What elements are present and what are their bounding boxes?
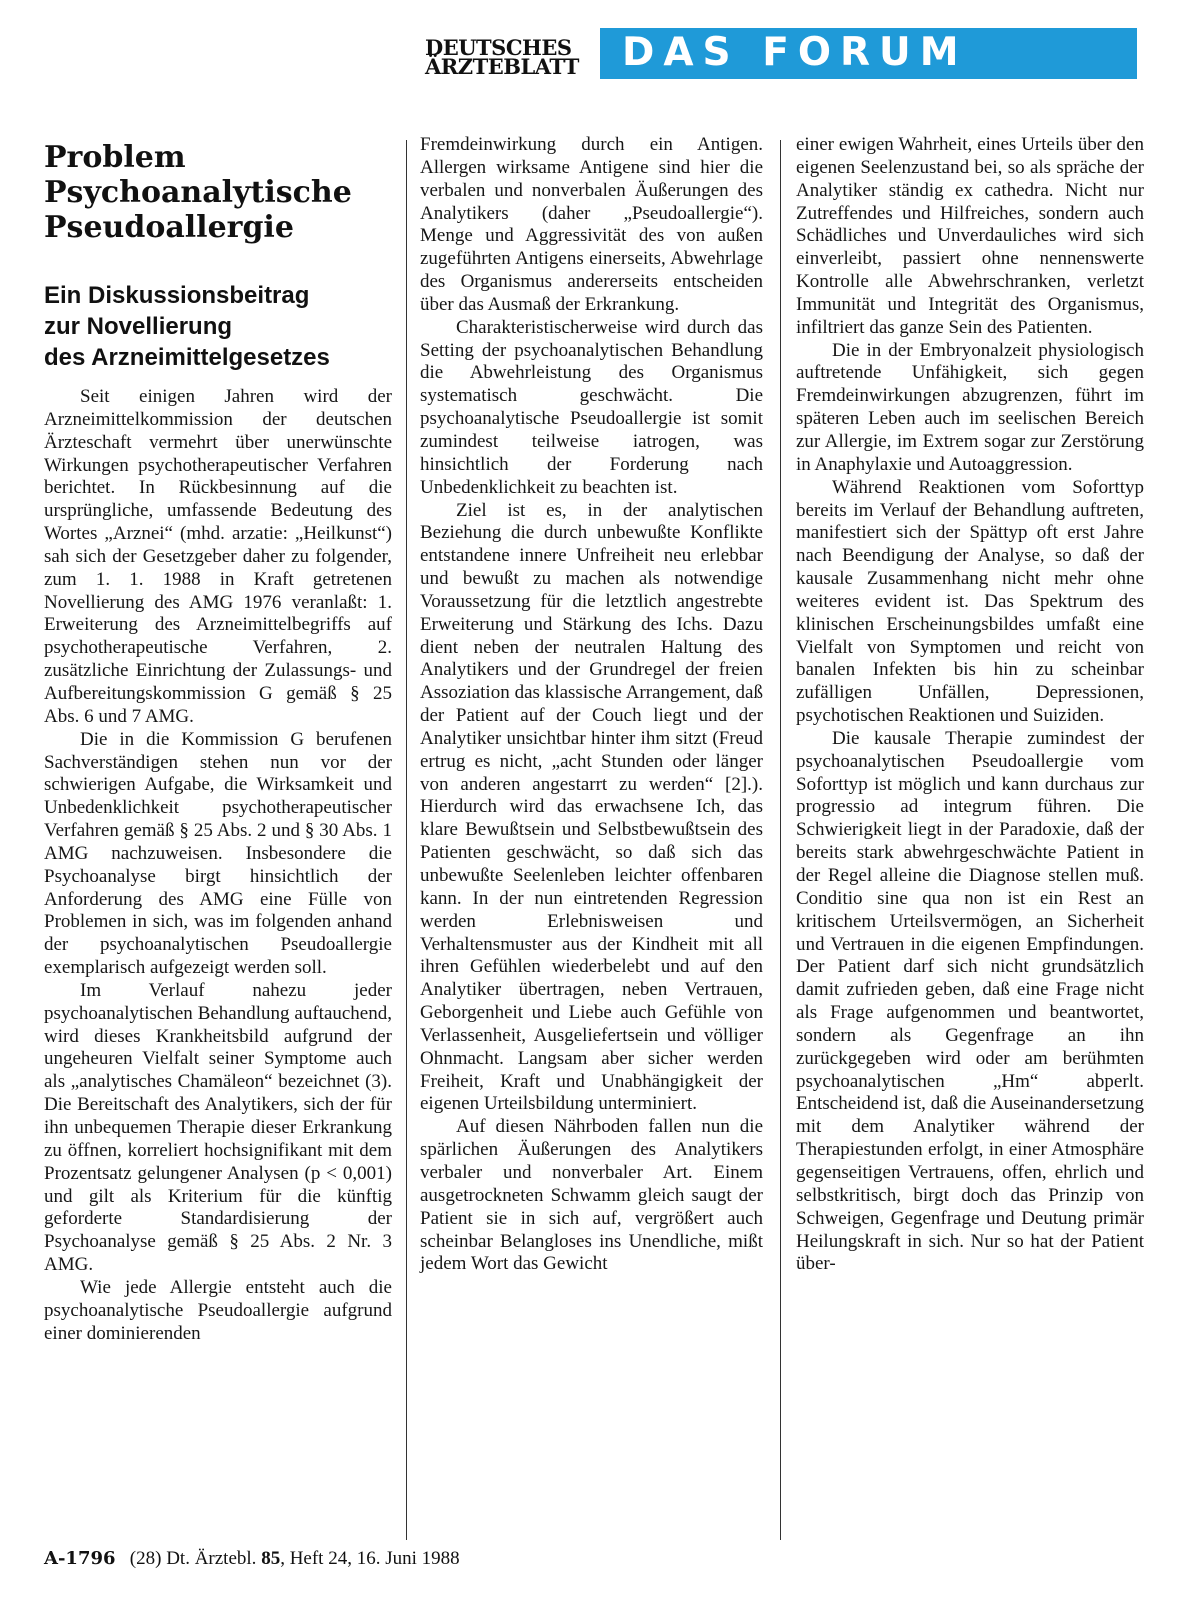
paragraph: Fremdeinwirkung durch ein Antigen. Allergen wirksame Antigene sind hier die verbalen und nonverbalen Äußerungen des Analytikers (daher „Pseudoallergie“). Menge und Aggressivität des von außen zugeführten Antigens einerseits, Abwehrlage des Organismus andererseits entscheiden über das Ausmaß der Erkrankung.: [420, 134, 763, 315]
column-divider: [780, 140, 781, 1540]
section-banner: [600, 28, 1137, 79]
paragraph: einer ewigen Wahrheit, eines Urteils über den eigenen Seelenzustand bei, so als spräche der Analytiker ständig ex cathedra. Nicht nur Zutreffendes und Hilfreiches, sondern auch Schädliches und Unverdauliches wird sich einverleibt, passiert ohne nennenswerte Kontrolle alle Abwehrschranken, verletzt Immunität und Integrität des Organismus, infiltriert das ganze Sein des Patienten.: [796, 134, 1144, 338]
logo-line-2: ÄRZTEBLATT: [425, 54, 579, 79]
paragraph: Die in die Kommission G berufenen Sachverständigen stehen nun vor der schwierigen Aufgabe, die Wirksamkeit und Unbedenklichkeit psychotherapeutischer Verfahren gemäß § 25 Abs. 2 und § 30 Abs. 1 AMG nachzuweisen. Insbesondere die Psychoanalyse birgt hinsichtlich der Anforderung des AMG eine Fülle von Problemen in sich, was im folgenden anhand der psychoanalytischen Pseudoallergie exemplarisch aufgezeigt werden soll.: [44, 728, 392, 979]
article-subtitle: [44, 280, 404, 373]
paragraph: Im Verlauf nahezu jeder psychoanalytischen Behandlung auftauchend, wird dieses Krankheitsbild aufgrund der ungeheuren Vielfalt seiner Symptome auch als „analytisches Chamäleon“ bezeichnet (3). Die Bereitschaft des Analytikers, sich der für ihn unbequemen Therapie dieser Erkrankung zu öffnen, korreliert hochsignifikant mit dem Prozentsatz gelungener Analysen (p < 0,001) und gilt als Kriterium für die künftig geforderte Standardisierung der Psychoanalyse gemäß § 25 Abs. 2 Nr. 3 AMG.: [44, 979, 392, 1276]
title-line: Pseudoallergie: [44, 210, 294, 245]
paragraph: Auf diesen Nährboden fallen nun die spärlichen Äußerungen des Analytikers verbaler und nonverbaler Art. Einem ausgetrockneten Schwamm gleich saugt der Patient sie in sich auf, vergrößert auch scheinbar Belangloses ins Unendliche, mißt jedem Wort das Gewicht: [420, 1116, 763, 1275]
paragraph: Seit einigen Jahren wird der Arzneimittelkommission der deutschen Ärzteschaft vermehrt über unerwünschte Wirkungen psychotherapeutischer Verfahren berichtet. In Rückbesinnung auf die ursprüngliche, umfassende Bedeutung des Wortes „Arznei“ (mhd. arzatie: „Heilkunst“) sah sich der Gesetzgeber daher zu folgender, zum 1. 1. 1988 in Kraft getretenen Novellierung des AMG 1976 veranlaßt: 1. Erweiterung des Arzneimittelbegriffs auf psychotherapeutische Verfahren, 2. zusätzliche Einrichtung der Zulassungs- und Aufbereitungskommission G gemäß § 25 Abs. 6 und 7 AMG.: [44, 386, 392, 727]
paragraph: Charakteristischerweise wird durch das Setting der psychoanalytischen Behandlung die Abwehrleistung des Organismus systematisch geschwächt. Die psychoanalytische Pseudoallergie ist somit zumindest teilweise iatrogen, was hinsichtlich der Forderung nach Unbedenklichkeit zu beachten ist.: [420, 316, 763, 498]
section-title: DAS FORUM: [622, 30, 968, 75]
article-title: [44, 140, 404, 245]
title-line: Psychoanalytische: [44, 175, 352, 210]
citation-prefix: (28) Dt. Ärztebl.: [129, 1548, 257, 1569]
column-divider: [406, 140, 407, 1540]
journal-logo: [425, 35, 579, 79]
subtitle-line: zur Novellierung: [44, 313, 233, 340]
paragraph: Die in der Embryonalzeit physiologisch auftretende Unfähigkeit, sich gegen Fremdeinwirkungen abzugrenzen, führt im späteren Leben auch im seelischen Bereich zur Allergie, im Extrem sogar zur Zerstörung in Anaphylaxie und Autoaggression.: [796, 339, 1144, 475]
paragraph: Wie jede Allergie entsteht auch die psychoanalytische Pseudoallergie aufgrund einer dominierenden: [44, 1276, 392, 1344]
title-line: Problem: [44, 140, 186, 175]
paragraph: Die kausale Therapie zumindest der psychoanalytischen Pseudoallergie vom Soforttyp ist möglich und kann durchaus zur progressio ad integrum führen. Die Schwierigkeit liegt in der Paradoxie, daß der bereits stark abwehrgeschwächte Patient in der Regel alleine die Diagnose stellen muß. Conditio sine qua non ist ein Rest an kritischem Urteilsvermögen, an Sicherheit und Vertrauen in die eigenen Empfindungen. Der Patient darf sich nicht grundsätzlich damit zufrieden geben, daß eine Frage nicht als Frage aufgenommen und beantwortet, sondern als Gegenfrage an ihn zurückgegeben wird oder am berühmten psychoanalytischen „Hm“ abperlt. Entscheidend ist, daß die Auseinandersetzung mit dem Analytiker während der Therapiestunden erfolgt, in einer Atmosphäre gegenseitigen Vertrauens, offen, ehrlich und selbstkritisch, birgt doch das Prinzip von Schweigen, Gegenfrage und Deutung primär Heilungskraft in sich. Nur so hat der Patient über-: [796, 727, 1144, 1275]
page-number: A-1796: [44, 1548, 116, 1569]
paragraph: Während Reaktionen vom Soforttyp bereits im Verlauf der Behandlung auftreten, manifestiert sich der Spättyp oft erst Jahre nach Beendigung der Analyse, so daß der kausale Zusammenhang nicht mehr ohne weiteres evident ist. Das Spektrum des klinischen Erscheinungsbildes umfaßt eine Vielfalt von Symptomen und reicht von banalen Infekten bis hin zu scheinbar zufälligen Unfällen, Depressionen, psychotischen Reaktionen und Suiziden.: [796, 476, 1144, 727]
subtitle-line: des Arzneimittelgesetzes: [44, 344, 330, 371]
volume-number: 85: [261, 1548, 281, 1569]
subtitle-line: Ein Diskussionsbeitrag: [44, 282, 310, 309]
logo-line-1: DEUTSCHES: [425, 35, 572, 60]
paragraph: Ziel ist es, in der analytischen Beziehung die durch unbewußte Konflikte entstandene innere Unfreiheit neu erlebbar und bewußt zu machen als notwendige Voraussetzung für die letztlich angestrebte Erweiterung und Stärkung des Ichs. Dazu dient neben der neutralen Haltung des Analytikers und der Grundregel der freien Assoziation das klassische Arrangement, daß der Patient auf der Couch liegt und der Analytiker unsichtbar hinter ihm sitzt (Freud ertrug es nicht, „acht Stunden oder länger von anderen angestarrt zu werden“ [2].). Hierdurch wird das erwachsene Ich, das klare Bewußtsein und Selbstbewußtsein des Patienten geschwächt, so daß sich das unbewußte Seelenleben leichter offenbaren kann. In der nun eintretenden Regression werden Erlebnisweisen und Verhaltensmuster aus der Kindheit mit all ihren Gefühlen wiederbelebt und auf den Analytiker übertragen, neben Vertrauen, Geborgenheit und Liebe auch Gefühle von Verlassenheit, Ausgeliefertsein und völliger Ohnmacht. Langsam aber sicher werden Freiheit, Kraft und Unabhängigkeit der eigenen Urteilsbildung unterminiert.: [420, 499, 763, 1115]
citation-suffix: , Heft 24, 16. Juni 1988: [280, 1548, 460, 1569]
page-footer: [44, 1548, 460, 1570]
